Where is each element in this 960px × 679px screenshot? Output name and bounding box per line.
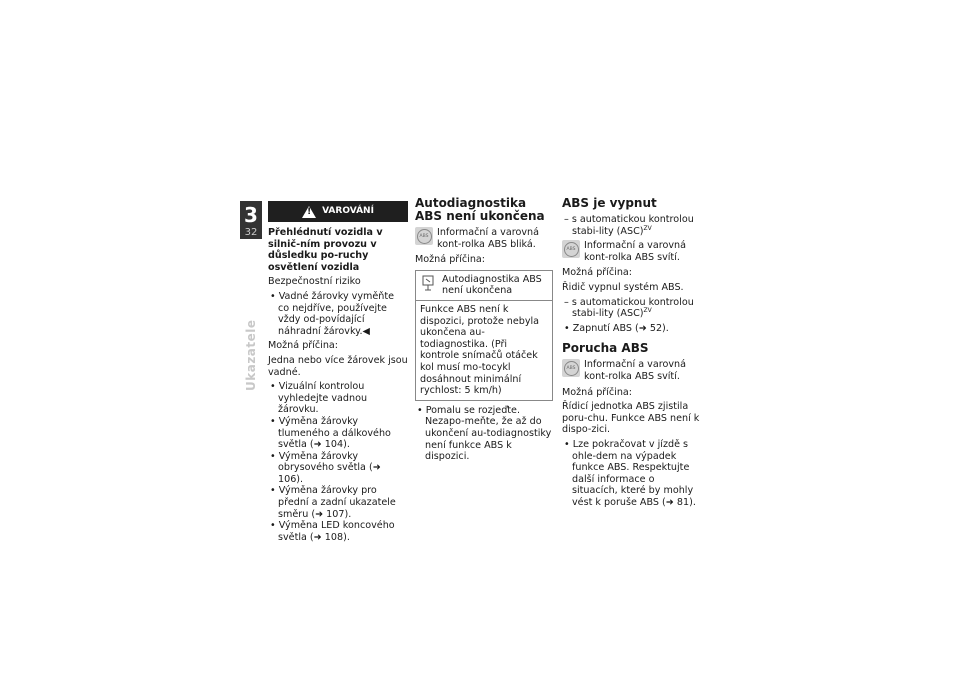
abs-warning-icon: ABS	[415, 227, 433, 245]
page-number: 32	[244, 227, 258, 238]
info-box-text: Funkce ABS není k dispozici, protože nebyla ukončena au-todiagnostika. (Při kontrole snímačů otáček kol musí mo-tocykl dosáhnout minimální rychlost: 5 km/h)	[420, 303, 540, 397]
warning-label: VAROVÁNÍ	[322, 205, 374, 216]
section-heading: Autodiagnostika ABS není ukončena	[415, 196, 545, 223]
list-item: • Výměna žárovky pro přední a zadní ukazatele směru (➜ 107).	[268, 485, 408, 520]
list-item: • Zapnutí ABS (➜ 52).	[562, 323, 702, 335]
section-heading: Porucha ABS	[562, 341, 649, 356]
list-item: • Vizuální kontrolou vyhledejte vadnou žárovku.	[268, 381, 408, 416]
icon-description: Informační a varovná kont-rolka ABS bliká.	[437, 227, 539, 250]
cause-label: Možná příčina:	[268, 340, 339, 352]
list-item: • Výměna žárovky tlumeného a dálkového světla (➜ 104).	[268, 416, 408, 451]
list-item: • Výměna LED koncového světla (➜ 108).	[268, 520, 408, 543]
icon-description: Informační a varovná kont-rolka ABS svítí.	[584, 359, 686, 382]
column-abs-off	[562, 197, 702, 511]
icon-description: Informační a varovná kont-rolka ABS svítí.	[584, 240, 686, 263]
cause-text: Řídicí jednotka ABS zjistila poru-chu. Funkce ABS není k dispo-zici.	[562, 401, 700, 436]
info-box-title: Autodiagnostika ABS není ukončena	[442, 273, 542, 297]
risk-text: Bezpečnostní riziko	[268, 276, 361, 288]
cause-text: Jedna nebo více žárovek jsou vadné.	[268, 354, 408, 378]
warning-banner	[268, 201, 408, 222]
abs-warning-icon: ABS	[562, 359, 580, 377]
column-warning	[268, 201, 408, 546]
section-heading: ABS je vypnut	[562, 196, 657, 210]
list-item: • Lze pokračovat v jízdě s ohle-dem na výpadek funkce ABS. Respektujte další informace o situacích, které by mohly vést k poruše ABS (➜ 81).	[562, 439, 702, 509]
cause-text: Řidič vypnul systém ABS.	[562, 281, 684, 293]
cause-label: Možná příčina:	[562, 267, 633, 279]
cause-label: Možná příčina:	[562, 386, 633, 398]
warning-title: Přehlédnutí vozidla v silnič-ním provozu v důsledku po-ruchy osvětlení vozidla	[268, 227, 383, 273]
diagnosis-icon	[420, 274, 436, 292]
cause-label: Možná příčina:	[415, 254, 486, 266]
column-self-diagnosis	[415, 197, 553, 466]
info-box	[415, 270, 553, 401]
list-item: • Pomalu se rozjeďte. Nezapo-meňte, že až do ukončení au-todiagnostiky není funkce ABS k dispozici.	[415, 405, 553, 463]
list-item: • Výměna žárovky obrysového světla (➜ 106).	[268, 451, 408, 486]
warning-triangle-icon	[302, 206, 316, 218]
risk-item: • Vadné žárovky vyměňte co nejdříve, používejte vždy od-povídající náhradní žárovky.◀	[268, 291, 408, 337]
chapter-number: 3	[244, 203, 258, 227]
abs-warning-icon: ABS	[562, 240, 580, 258]
section-label: Ukazatele	[244, 319, 258, 391]
dash-item: – s automatickou kontrolou stabi-lity (ASC)$^{ZV}$	[562, 214, 702, 237]
dash-item: – s automatickou kontrolou stabi-lity (ASC)$^{ZV}$	[562, 297, 702, 320]
chapter-tab	[240, 201, 262, 239]
